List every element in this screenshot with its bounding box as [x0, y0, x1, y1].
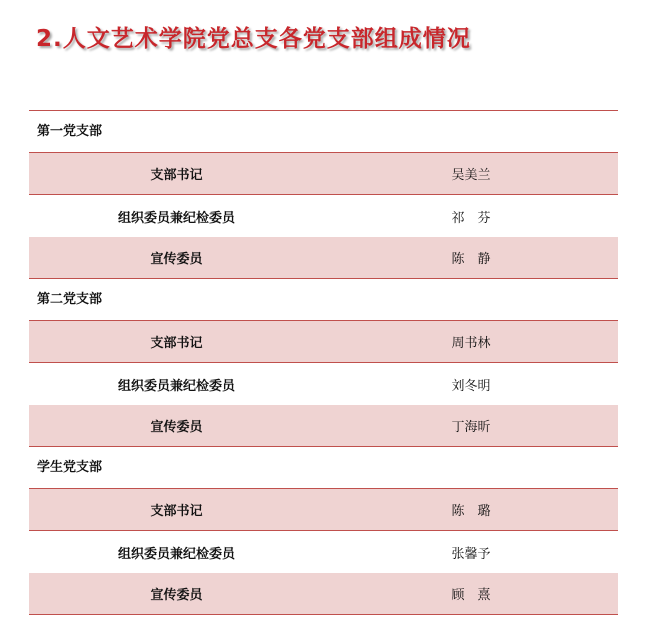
member-name-cell: 陈 静 — [451, 252, 491, 267]
table-row — [29, 237, 618, 279]
branch-header: 学生党支部 — [29, 447, 618, 489]
member-name-cell: 顾 熹 — [451, 588, 491, 603]
table-row — [29, 531, 618, 573]
table-row — [29, 573, 618, 615]
member-name-cell: 张馨予 — [451, 546, 491, 562]
role-cell: 支部书记 — [150, 504, 203, 519]
role-cell: 组织委员兼纪检委员 — [117, 210, 235, 226]
member-name-cell: 祁 芬 — [451, 210, 491, 226]
role-cell: 组织委员兼纪检委员 — [117, 378, 235, 394]
table-row — [29, 321, 618, 363]
role-cell: 支部书记 — [150, 336, 203, 351]
branch-composition-table — [29, 110, 618, 615]
table-row — [29, 489, 618, 531]
role-cell: 宣传委员 — [150, 252, 203, 267]
branch-header: 第二党支部 — [29, 279, 618, 321]
member-name-cell: 周书林 — [451, 336, 491, 351]
member-name-cell: 刘冬明 — [451, 378, 491, 394]
table-row — [29, 195, 618, 237]
role-cell: 支部书记 — [150, 168, 203, 183]
member-name-cell: 丁海昕 — [451, 420, 491, 435]
table-row — [29, 153, 618, 195]
role-cell: 宣传委员 — [150, 588, 203, 603]
table-row — [29, 405, 618, 447]
table-row — [29, 363, 618, 405]
branch-header: 第一党支部 — [29, 111, 618, 153]
member-name-cell: 吴美兰 — [451, 168, 491, 183]
role-cell: 宣传委员 — [150, 420, 203, 435]
page-title: 2.人文艺术学院党总支各党支部组成情况 — [36, 26, 471, 52]
role-cell: 组织委员兼纪检委员 — [117, 546, 235, 562]
member-name-cell: 陈 璐 — [451, 504, 491, 519]
